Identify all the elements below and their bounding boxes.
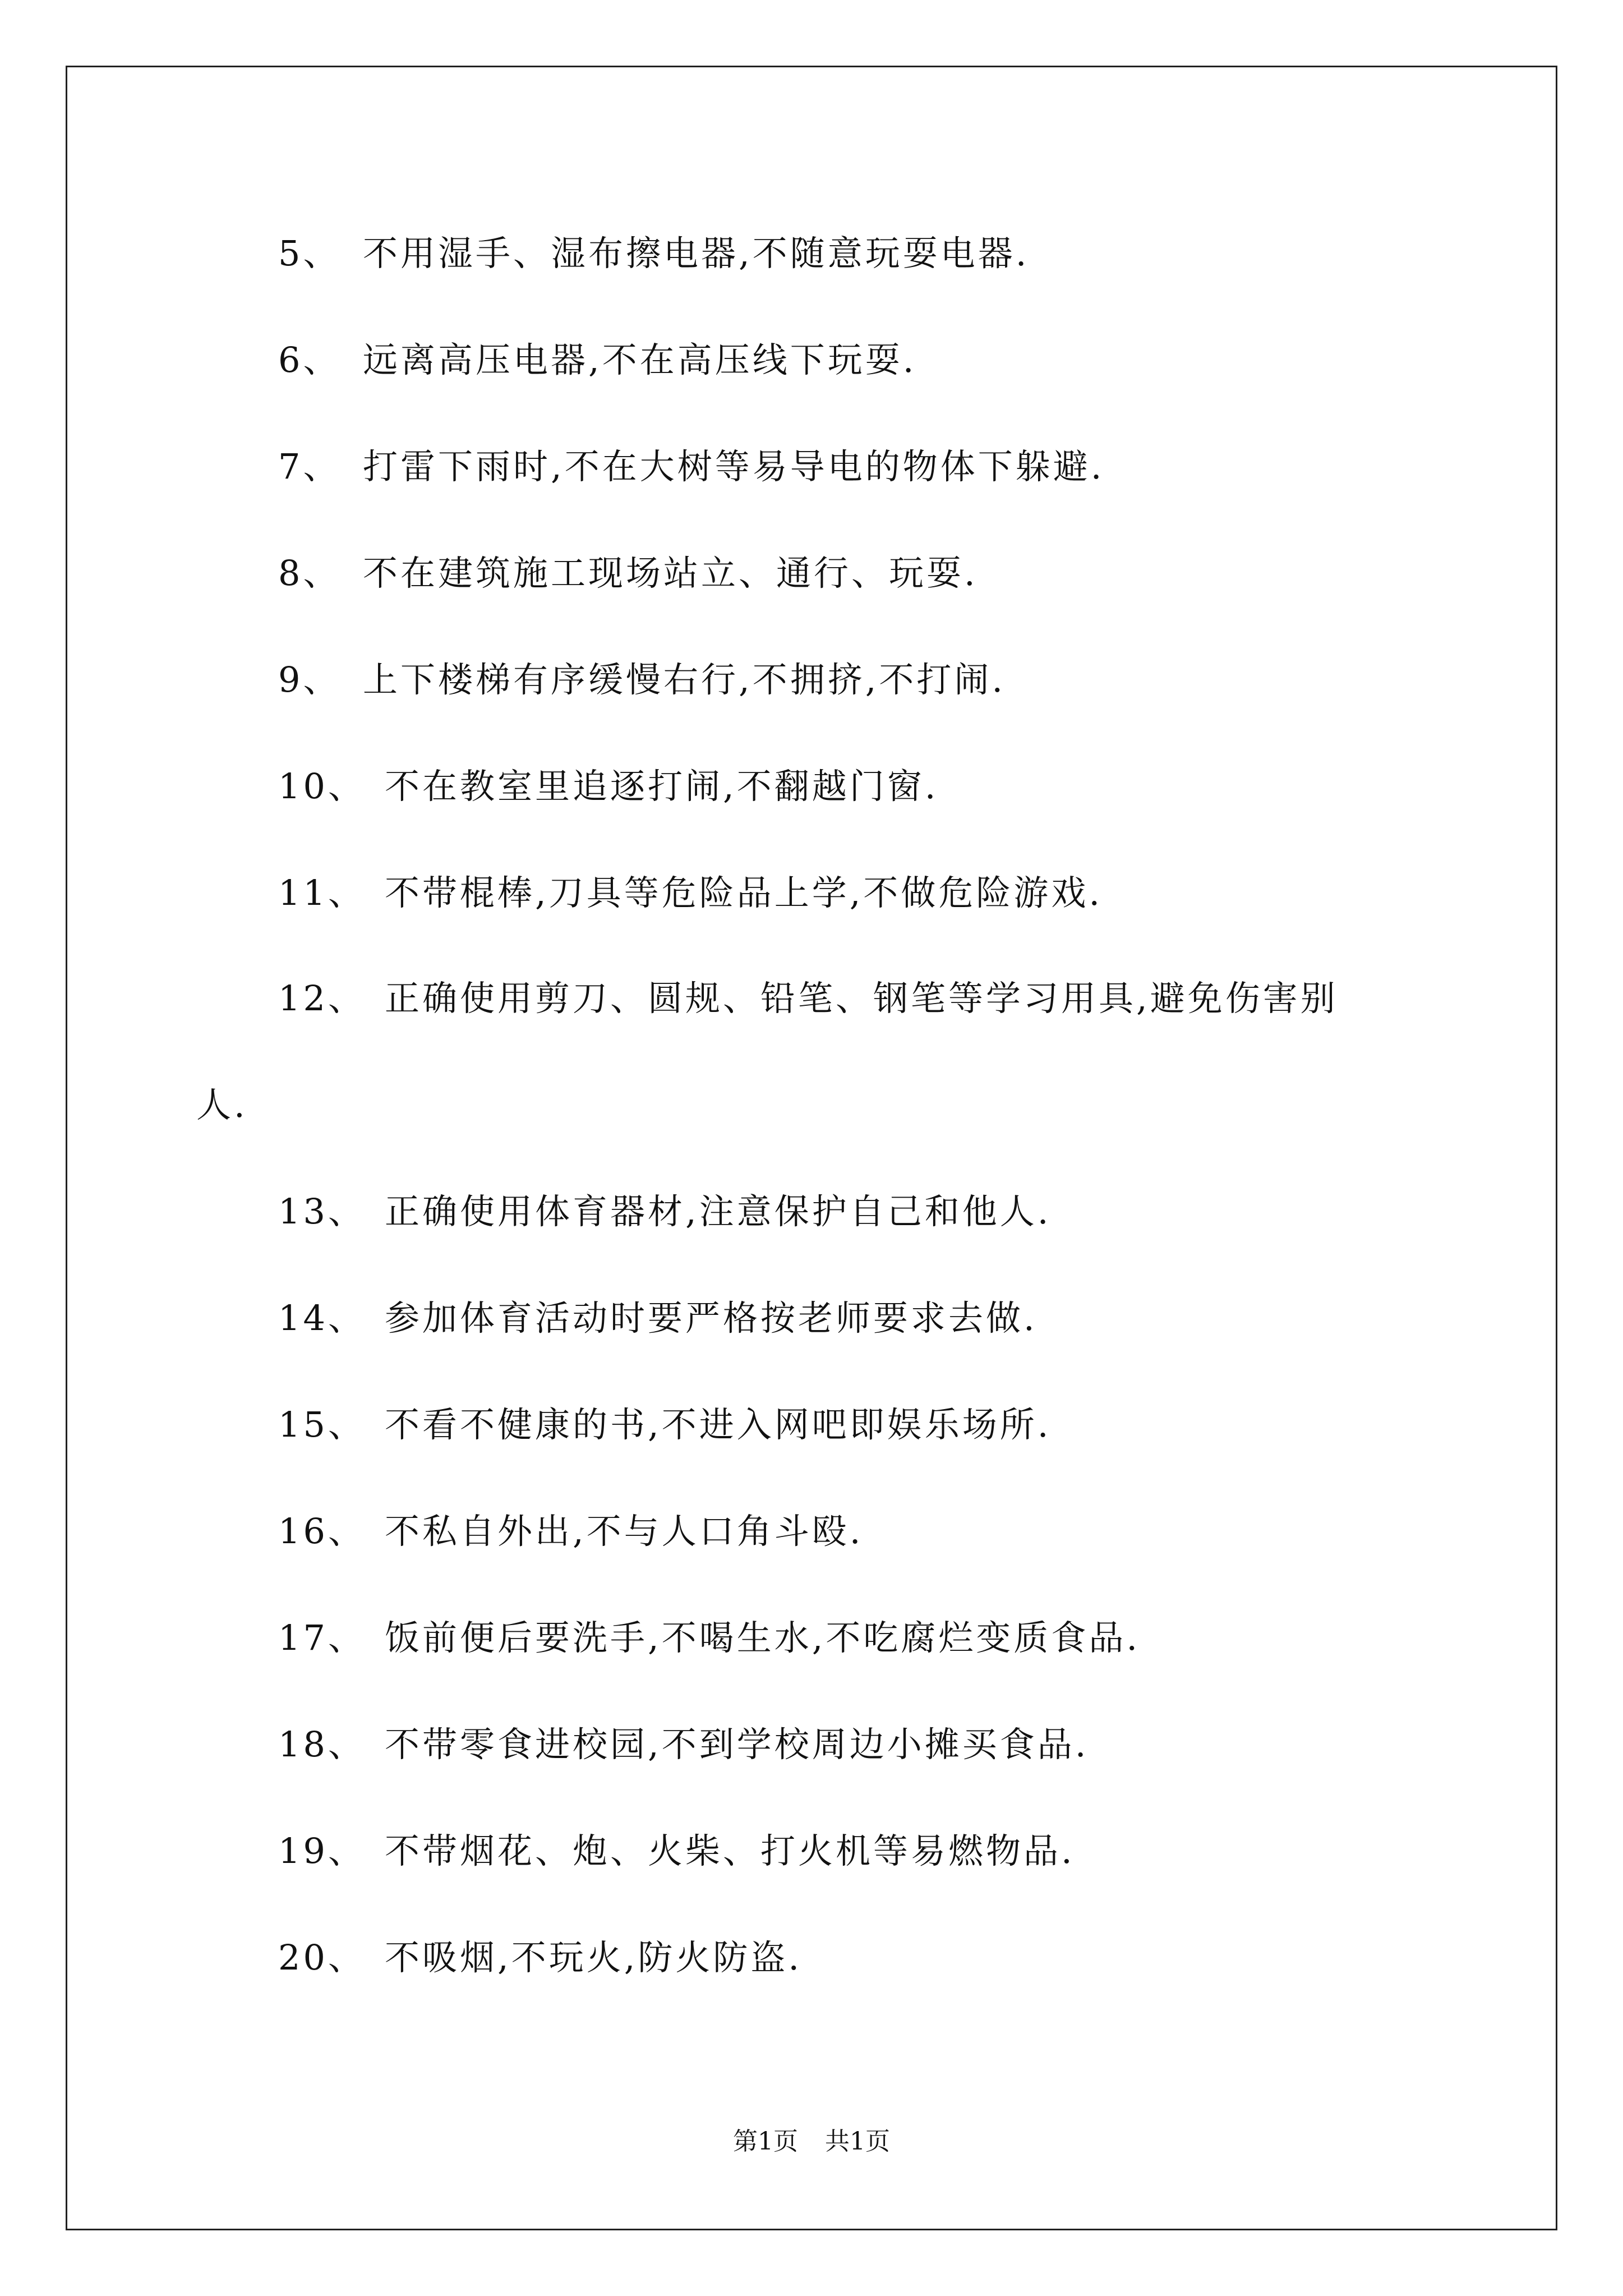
item-number: 14、 (278, 1297, 366, 1338)
item-number: 9、 (278, 659, 341, 700)
item-number: 16、 (278, 1511, 366, 1552)
item-text: 不吸烟,不玩火,防火防盗. (385, 1937, 803, 1978)
item-text: 正确使用体育器材,注意保护自己和他人. (385, 1191, 1052, 1232)
list-item (278, 1296, 1038, 1341)
item-text: 饭前便后要洗手,不喝生水,不吃腐烂变质食品. (385, 1617, 1141, 1658)
item-text: 不带烟花、炮、火柴、打火机等易燃物品. (385, 1830, 1075, 1871)
list-item (278, 871, 1103, 915)
list-item (278, 444, 1104, 489)
item-number: 19、 (278, 1830, 366, 1871)
list-item (278, 338, 916, 383)
list-item (278, 1616, 1140, 1660)
item-number: 7、 (278, 446, 341, 487)
item-number: 8、 (278, 553, 341, 593)
item-text: 不带零食进校园,不到学校周边小摊买食品. (385, 1724, 1089, 1765)
item-text: 上下楼梯有序缓慢右行,不拥挤,不打闹. (363, 659, 1006, 700)
list-item (278, 1829, 1075, 1874)
page-footer (0, 2125, 1623, 2159)
list-item (278, 657, 1006, 702)
page-total: 共1页 (825, 2127, 890, 2156)
item-number: 15、 (278, 1404, 366, 1445)
item-text: 不在建筑施工现场站立、通行、玩耍. (363, 553, 978, 593)
item-text: 不带棍棒,刀具等危险品上学,不做危险游戏. (385, 872, 1103, 913)
list-item (278, 1935, 802, 1980)
item-text: 不在教室里追逐打闹,不翻越门窗. (385, 766, 939, 807)
item-text-continuation: 人. (196, 1084, 248, 1125)
item-number: 6、 (278, 339, 341, 380)
item-number: 10、 (278, 766, 366, 807)
list-item (278, 1189, 1051, 1234)
list-item (278, 231, 1029, 276)
list-item (278, 976, 1338, 1021)
item-number: 20、 (278, 1937, 366, 1978)
list-item-continuation (196, 1083, 248, 1128)
list-item (278, 1509, 863, 1554)
item-number: 12、 (278, 978, 366, 1019)
item-text: 不私自外出,不与人口角斗殴. (385, 1511, 864, 1552)
item-text: 正确使用剪刀、圆规、铅笔、钢笔等学习用具,避免伤害别 (385, 978, 1338, 1019)
item-text: 不看不健康的书,不进入网吧即娱乐场所. (385, 1404, 1052, 1445)
list-item (278, 551, 978, 596)
item-text: 不用湿手、湿布擦电器,不随意玩耍电器. (363, 233, 1030, 274)
item-text: 远离高压电器,不在高压线下玩耍. (363, 339, 917, 380)
page-number: 第1页 (733, 2127, 798, 2156)
item-number: 18、 (278, 1724, 366, 1765)
item-text: 打雷下雨时,不在大树等易导电的物体下躲避. (363, 446, 1105, 487)
item-number: 11、 (278, 872, 366, 913)
list-item (278, 1402, 1051, 1447)
item-text: 参加体育活动时要严格按老师要求去做. (385, 1297, 1038, 1338)
list-item (278, 764, 938, 809)
list-item (278, 1722, 1089, 1767)
item-number: 13、 (278, 1191, 366, 1232)
item-number: 17、 (278, 1617, 366, 1658)
item-number: 5、 (278, 233, 341, 274)
